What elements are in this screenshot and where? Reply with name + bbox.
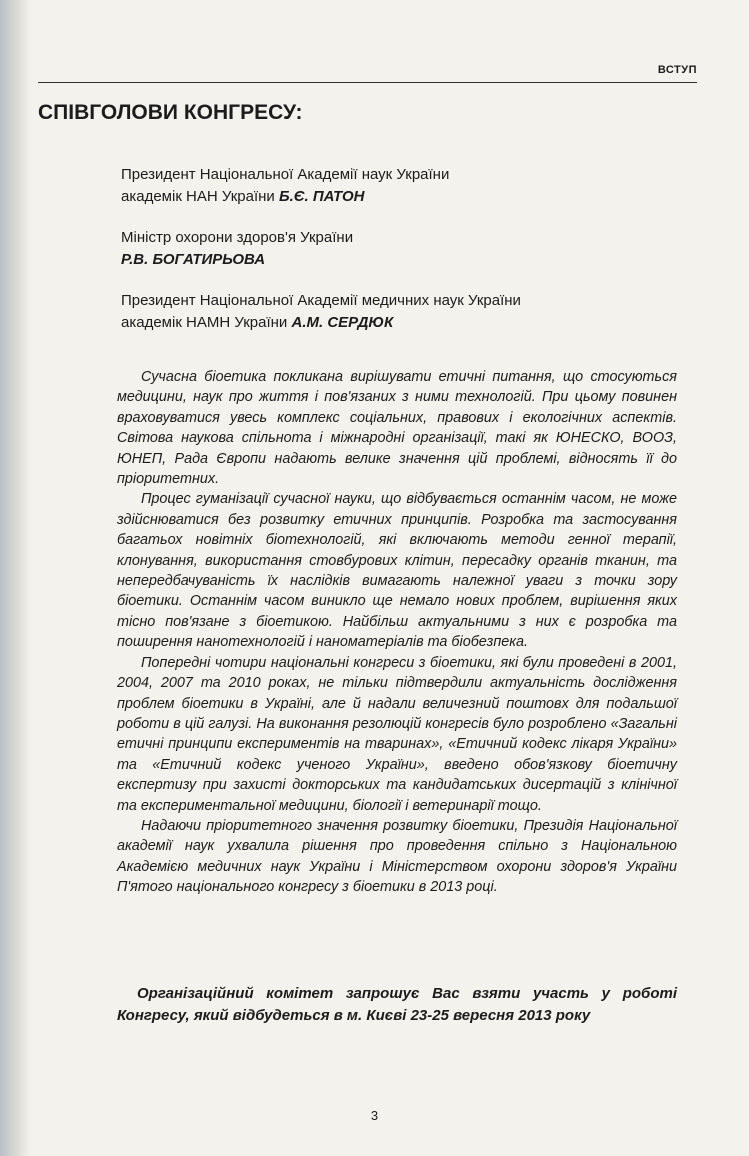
cochair-name: Б.Є. ПАТОН <box>278 188 365 205</box>
cochair-item <box>121 290 681 334</box>
cochair-name: Р.В. БОГАТИРЬОВА <box>121 251 266 268</box>
cochair-position: Президент Національної Академії медичних наук України <box>121 292 521 309</box>
paragraph: Сучасна біоетика покликана вирішувати етичні питання, що стосуються медицини, наук про життя і пов'язаних з ними технологій. При цьому повинен враховуватися увесь комплекс соціальних, правових і екологічних аспектів. Світова наукова спільнота і міжнародні організації, такі як ЮНЕСКО, ВООЗ, ЮНЕП, Рада Європи надають велике значення цій проблемі, відносять її до пріоритетних. <box>117 369 677 488</box>
cochair-item <box>121 164 681 208</box>
cochair-position: Міністр охорони здоров'я України <box>121 229 354 246</box>
paragraph: Процес гуманізації сучасної науки, що відбувається останнім часом, не може здійснюватися без розвитку етичних принципів. Розробка та застосування багатьох новітніх біотехнологій, які включають методи генної терапії, клонування, використання стовбурових клітин, пересадку органів тканин, та непередбачуваність їх наслідків вимагають належної уваги з точки зору біоетики. Останнім часом виникло ще немало нових проблем, вирішення яких тісно пов'язане з біоетикою. Найбільш актуальними з них є розробка та поширення нанотехнологій і наноматеріалів та біобезпека. <box>117 491 677 651</box>
cochair-title: академік НАН України <box>121 188 279 205</box>
running-header: ВСТУП <box>657 64 697 76</box>
page-number: 3 <box>370 1108 379 1123</box>
cochair-name-line <box>121 186 681 208</box>
cochair-name: А.М. СЕРДЮК <box>291 314 394 331</box>
paragraph: Попередні чотири національні конгреси з біоетики, які були проведені в 2001, 2004, 2007 та 2010 роках, не тільки підтвердили актуальність дослідження проблем біоетики в Україні, але й надали величезний поштовх для подальшої роботи в цій галузі. На виконання резолюцій конгресів було розроблено «Загальні етичні принципи експериментів на тваринах», «Етичний кодекс лікаря України» та «Етичний кодекс ученого України», введено обов'язкову біоетичну експертизу при захисті докторських та кандидатських дисертацій з клінічної та експериментальної медицини, біології і ветеринарії тощо. <box>117 654 677 814</box>
cochair-position: Президент Національної Академії наук України <box>121 166 450 183</box>
intro-text <box>117 367 677 898</box>
cochairs-list <box>121 164 681 353</box>
section-title: СПІВГОЛОВИ КОНГРЕСУ: <box>38 101 303 124</box>
paragraph: Надаючи пріоритетного значення розвитку біоетики, Президія Національної академії наук ухвалила рішення про проведення спільно з Національною Академією медичних наук України і Міністерством охорони здоров'я України П'ятого національного конгресу з біоетики в 2013 році. <box>117 817 677 896</box>
invitation-text: Організаційний комітет запрошує Вас взяти участь у роботі Конгресу, який відбудеться в м. Києві 23-25 вересня 2013 року <box>117 985 677 1024</box>
cochair-name-line <box>121 249 681 271</box>
cochair-item <box>121 227 681 271</box>
page-edge-shadow <box>0 0 30 1156</box>
cochair-name-line <box>121 312 681 334</box>
header-rule <box>38 82 697 83</box>
cochair-title: академік НАМН України <box>121 314 292 331</box>
